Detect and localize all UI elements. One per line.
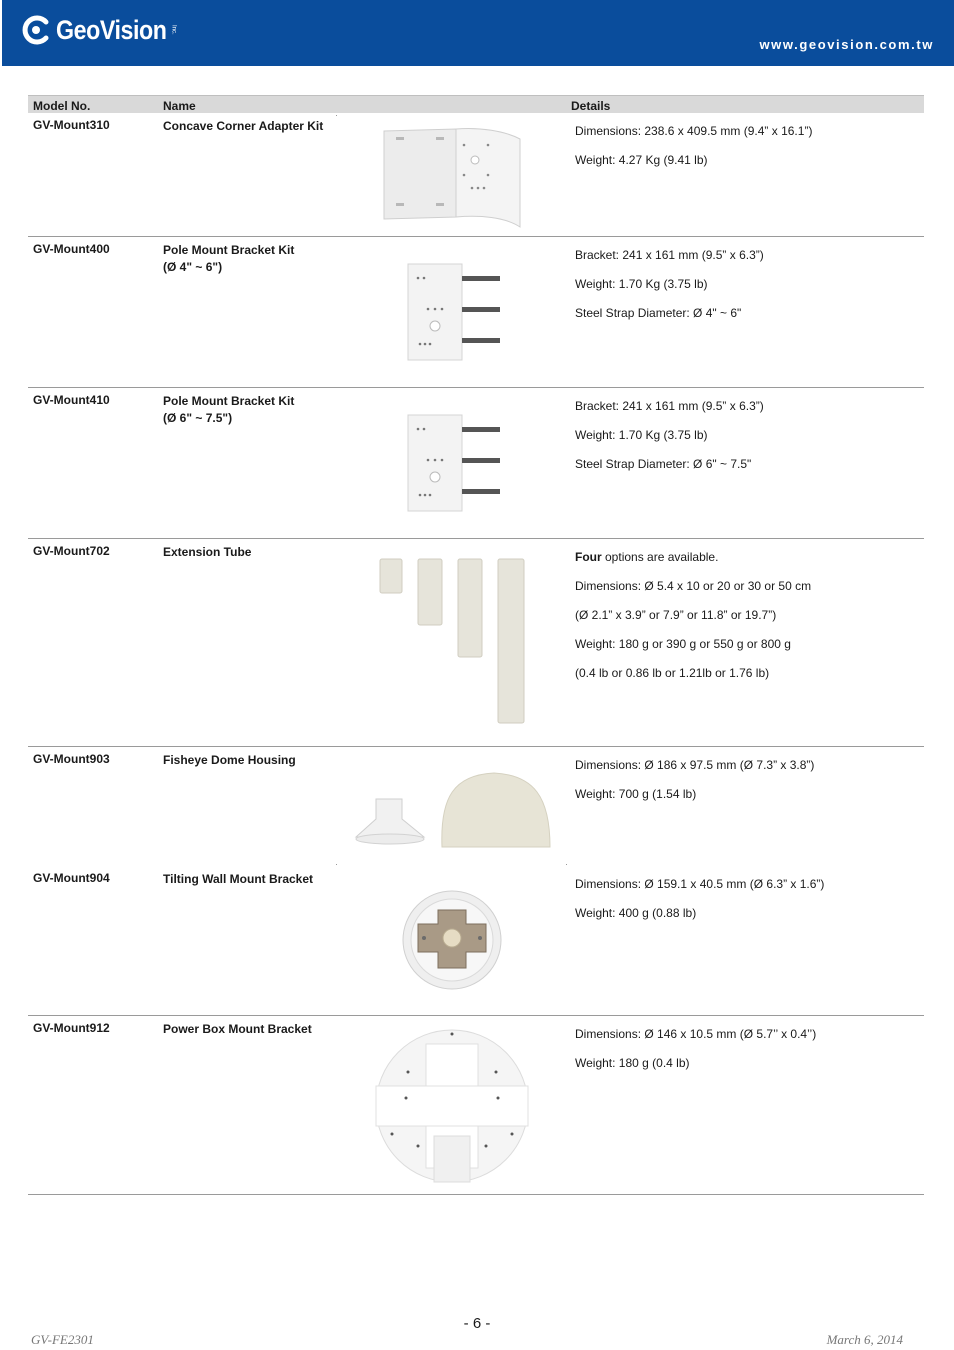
table-header [28,95,924,113]
table-row [28,747,924,865]
geovision-logo-icon [20,14,52,46]
model-no: GV-Mount310 [33,118,110,132]
model-no: GV-Mount904 [33,871,110,885]
model-no: GV-Mount903 [33,752,110,766]
brand-name: GeoVision [56,14,167,45]
product-details: Dimensions: Ø 159.1 x 40.5 mm (Ø 6.3” x 1.6”) Weight: 400 g (0.88 lb) [575,877,825,920]
product-details: Dimensions: Ø 146 x 10.5 mm (Ø 5.7’’ x 0.4’’) Weight: 180 g (0.4 lb) [575,1027,817,1070]
table-row [28,866,924,1016]
product-name: Tilting Wall Mount Bracket [163,872,314,886]
table-row [28,113,924,237]
brand-inc: Inc. [170,25,177,35]
model-no: GV-Mount702 [33,544,110,558]
table-row [28,1016,924,1195]
model-no: GV-Mount400 [33,242,110,256]
column-model-no: Model No. [33,99,91,113]
pole-mount-bracket-image [406,262,502,364]
table-row [28,539,924,747]
model-no: GV-Mount912 [33,1021,110,1035]
website-url[interactable]: www.geovision.com.tw [759,37,934,52]
product-name: Extension Tube [163,545,252,559]
product-details: Dimensions: 238.6 x 409.5 mm (9.4” x 16.1”) Weight: 4.27 Kg (9.41 lb) [575,124,813,167]
power-box-mount-image [374,1028,530,1184]
concave-corner-adapter-image [380,125,526,231]
product-name: Pole Mount Bracket Kit (Ø 6" ~ 7.5") [163,394,295,425]
document-date: March 6, 2014 [826,1332,903,1347]
column-name: Name [163,99,196,113]
fisheye-dome-housing-image [354,767,552,849]
product-details: Four options are available. Dimensions: Ø 5.4 x 10 or 20 or 30 or 50 cm (Ø 2.1” x 3.9” or 7.9” or 11.8” or 19.7”) Weight: 180 g or 390 g or 550 g or 800 g (0.4 lb or 0.86 lb or 1.21lb or 1.76 lb) [575,550,812,680]
geovision-logo[interactable] [20,14,177,46]
model-no: GV-Mount410 [33,393,110,407]
product-name: Power Box Mount Bracket [163,1022,312,1036]
column-details: Details [571,99,611,113]
product-details: Bracket: 241 x 161 mm (9.5” x 6.3”) Weight: 1.70 Kg (3.75 lb) Steel Strap Diameter: Ø 6" ~ 7.5" [575,399,764,471]
table-row [28,237,924,388]
table-row [28,388,924,539]
product-details: Dimensions: Ø 186 x 97.5 mm (Ø 7.3” x 3.8”) Weight: 700 g (1.54 lb) [575,758,815,801]
extension-tube-image [376,557,528,727]
pole-mount-bracket-image [406,413,502,515]
product-details: Bracket: 241 x 161 mm (9.5” x 6.3”) Weight: 1.70 Kg (3.75 lb) Steel Strap Diameter: Ø 4" ~ 6" [575,248,764,320]
product-name: Fisheye Dome Housing [163,753,296,767]
tilting-wall-mount-image [400,888,504,992]
header-bar [2,0,954,66]
product-name: Pole Mount Bracket Kit (Ø 4" ~ 6") [163,243,295,274]
document-id: GV-FE2301 [31,1332,94,1347]
page-number: - 6 - [463,1315,491,1332]
product-name: Concave Corner Adapter Kit [163,119,324,133]
